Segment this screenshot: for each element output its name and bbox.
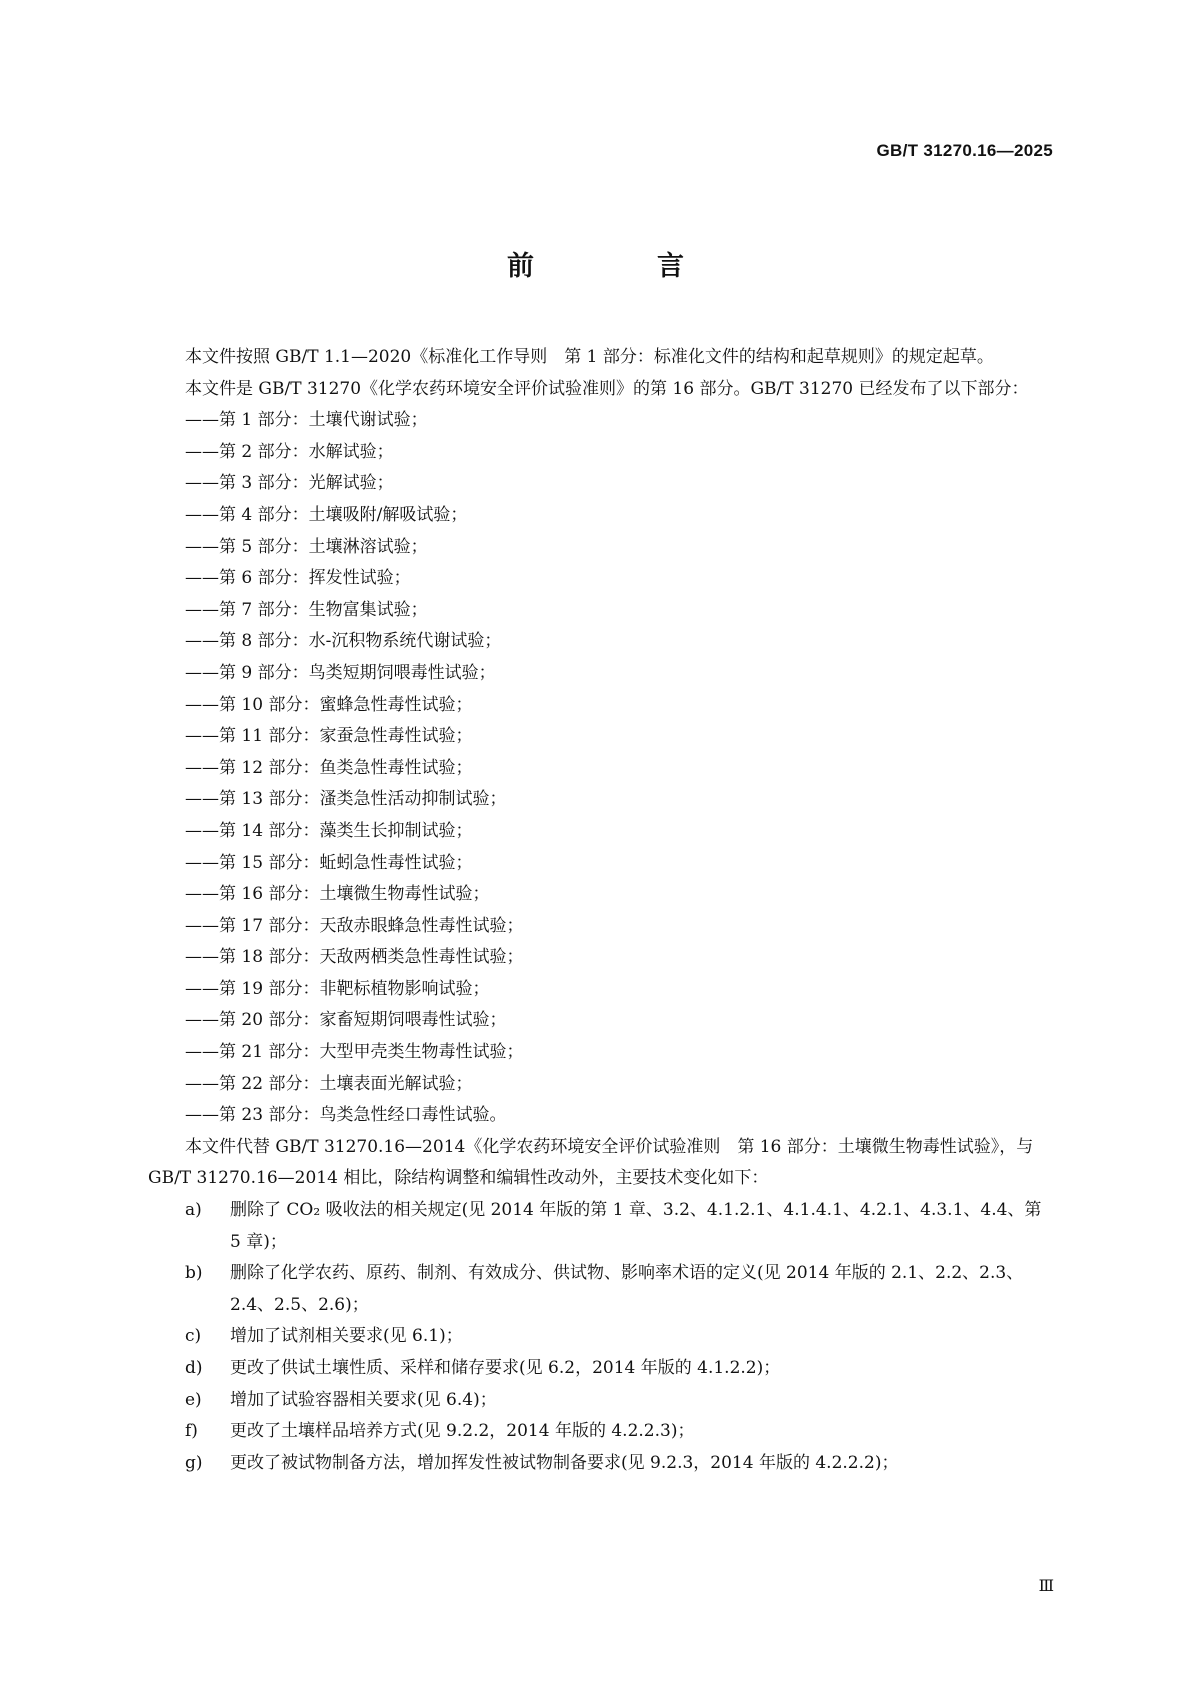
list-item: ——第 4 部分：土壤吸附/解吸试验； bbox=[185, 504, 468, 525]
change-text: 删除了 CO₂ 吸收法的相关规定(见 2014 年版的第 1 章、3.2、4.1.2.1、4.1.4.1、4.2.1、4.3.1、4.4、第 5 章)； bbox=[230, 1200, 1042, 1252]
list-item: ——第 20 部分：家畜短期饲喂毒性试验； bbox=[185, 1010, 507, 1031]
list-item: ——第 12 部分：鱼类急性毒性试验； bbox=[185, 757, 473, 778]
change-label: e) bbox=[185, 1389, 202, 1410]
page-number: Ⅲ bbox=[1038, 1576, 1054, 1595]
list-item: ——第 3 部分：光解试验； bbox=[185, 473, 394, 494]
list-item: ——第 10 部分：蜜蜂急性毒性试验； bbox=[185, 694, 473, 715]
list-item: ——第 23 部分：鸟类急性经口毒性试验。 bbox=[185, 1105, 507, 1126]
list-item: ——第 1 部分：土壤代谢试验； bbox=[185, 410, 428, 431]
list-item: ——第 21 部分：大型甲壳类生物毒性试验； bbox=[185, 1042, 524, 1063]
list-item: ——第 11 部分：家蚕急性毒性试验； bbox=[185, 726, 473, 747]
change-label: a) bbox=[185, 1200, 202, 1221]
intro-paragraph: 本文件按照 GB/T 1.1—2020《标准化工作导则 第 1 部分：标准化文件的结构和起草规则》的规定起草。 bbox=[185, 347, 994, 367]
change-text: 更改了供试土壤性质、采样和储存要求(见 6.2，2014 年版的 4.1.2.2)； bbox=[230, 1358, 781, 1378]
parts-list bbox=[148, 405, 1056, 1132]
list-item: ——第 18 部分：天敌两栖类急性毒性试验； bbox=[185, 947, 524, 968]
list-item: ——第 7 部分：生物富集试验； bbox=[185, 599, 428, 620]
change-item bbox=[148, 1416, 1056, 1448]
list-item: ——第 22 部分：土壤表面光解试验； bbox=[185, 1073, 473, 1094]
change-item bbox=[148, 1258, 1056, 1321]
change-text: 删除了化学农药、原药、制剂、有效成分、供试物、影响率术语的定义(见 2014 年版的 2.1、2.2、2.3、2.4、2.5、2.6)； bbox=[230, 1263, 1024, 1315]
change-label: g) bbox=[185, 1452, 203, 1473]
change-item bbox=[148, 1321, 1056, 1353]
page-title: 前 言 bbox=[507, 251, 732, 282]
list-item: ——第 19 部分：非靶标植物影响试验； bbox=[185, 978, 490, 999]
change-item bbox=[148, 1195, 1056, 1258]
change-item bbox=[148, 1353, 1056, 1385]
list-item: ——第 5 部分：土壤淋溶试验； bbox=[185, 536, 428, 557]
change-label: f) bbox=[185, 1421, 198, 1442]
change-item bbox=[148, 1448, 1056, 1480]
list-item: ——第 8 部分：水-沉积物系统代谢试验； bbox=[185, 631, 502, 652]
change-label: d) bbox=[185, 1358, 203, 1378]
list-item: ——第 15 部分：蚯蚓急性毒性试验； bbox=[185, 852, 473, 873]
list-item: ——第 6 部分：挥发性试验； bbox=[185, 568, 411, 589]
list-item: ——第 16 部分：土壤微生物毒性试验； bbox=[185, 884, 490, 905]
list-item: ——第 13 部分：溞类急性活动抑制试验； bbox=[185, 789, 507, 810]
document-body bbox=[148, 342, 1056, 1479]
change-label: c) bbox=[185, 1326, 202, 1347]
list-item: ——第 2 部分：水解试验； bbox=[185, 441, 394, 462]
list-item: ——第 17 部分：天敌赤眼蜂急性毒性试验； bbox=[185, 915, 524, 936]
change-text: 更改了土壤样品培养方式(见 9.2.2，2014 年版的 4.2.2.3)； bbox=[230, 1421, 695, 1442]
list-item: ——第 14 部分：藻类生长抑制试验； bbox=[185, 820, 473, 841]
change-text: 更改了被试物制备方法，增加挥发性被试物制备要求(见 9.2.3，2014 年版的 4.2.2.2)； bbox=[230, 1452, 899, 1473]
list-item: ——第 9 部分：鸟类短期饲喂毒性试验； bbox=[185, 662, 496, 683]
change-text: 增加了试验容器相关要求(见 6.4)； bbox=[230, 1389, 497, 1410]
change-text: 增加了试剂相关要求(见 6.1)； bbox=[230, 1326, 463, 1347]
replacement-paragraph: 本文件代替 GB/T 31270.16—2014《化学农药环境安全评价试验准则 第 16 部分：土壤微生物毒性试验》，与 GB/T 31270.16—2014 相比，除结构调整和编辑性改动外，主要技术变化如下： bbox=[148, 1136, 1034, 1189]
changes-list bbox=[148, 1195, 1056, 1479]
intro-paragraph: 本文件是 GB/T 31270《化学农药环境安全评价试验准则》的第 16 部分。GB/T 31270 已经发布了以下部分： bbox=[185, 378, 1029, 399]
change-item bbox=[148, 1385, 1056, 1417]
change-label: b) bbox=[185, 1263, 203, 1284]
standard-code: GB/T 31270.16—2025 bbox=[876, 141, 1053, 160]
